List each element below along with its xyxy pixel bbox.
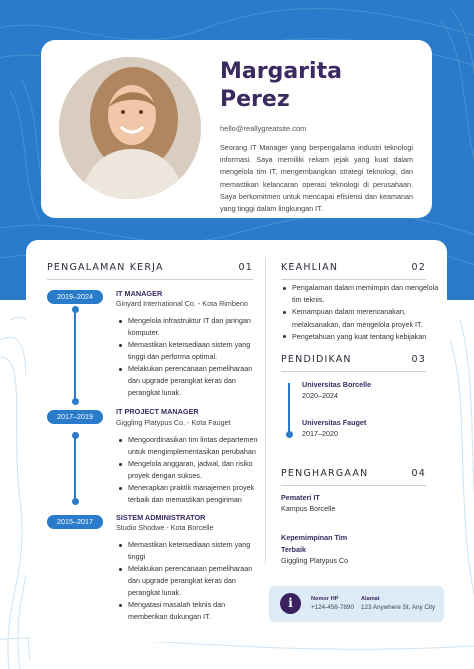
profile-photo-illustration: [59, 57, 201, 199]
experience-number: 01: [238, 262, 253, 273]
job-role: SISTEM ADMINISTRATOR: [116, 513, 206, 522]
education-title: PENDIDIKAN: [281, 354, 352, 365]
timeline-line: [74, 306, 76, 404]
timeline-dot: [72, 432, 79, 439]
address-value: 123 Anywhere St, Any City: [361, 604, 436, 611]
education-years: 2020–2024: [302, 391, 338, 400]
last-name: Perez: [220, 87, 290, 112]
awards-heading: [281, 468, 426, 486]
award-title-line2: Terbaik: [281, 545, 307, 554]
list-item: Melakukan perencanaan pemeliharaan dan upgrade perangkat keras dan perangkat lunak.: [116, 363, 266, 399]
job-role: IT PROJECT MANAGER: [116, 407, 199, 416]
award-title: Pemateri IT: [281, 493, 320, 502]
job-company: Ginyard International Co. - Kota Rimberio: [116, 299, 248, 308]
job-dates-badge: 2017–2019: [47, 410, 103, 424]
education-timeline-line: [288, 383, 290, 437]
timeline-line: [74, 432, 76, 502]
award-title: Kepemimpinan Tim: [281, 533, 348, 542]
timeline-dot: [72, 498, 79, 505]
skills-list: [281, 282, 441, 343]
award-org: Giggling Platypus Co: [281, 556, 349, 565]
list-item: Mengelola infrastruktur IT dan jaringan komputer.: [116, 315, 266, 339]
phone-label: Nomor HP: [311, 596, 339, 602]
skills-title: KEAHLIAN: [281, 262, 339, 273]
list-item: Mengatasi masalah teknis dan memberikan dukungan IT.: [116, 599, 266, 623]
list-item: Memastikan ketersediaan sistem yang tinggi: [116, 539, 266, 563]
list-item: Pengalaman dalam memimpin dan mengelola tim teknis.: [281, 282, 441, 306]
education-number: 03: [411, 354, 426, 365]
list-item: Mengoordinasikan tim lintas departemen untuk mengimplementasikan perubahan: [116, 434, 266, 458]
timeline-dot: [286, 431, 293, 438]
profile-photo: [59, 57, 201, 199]
column-divider: [265, 258, 266, 563]
job-bullet-list: [116, 434, 266, 506]
awards-title: PENGHARGAAN: [281, 468, 369, 479]
email-text: hello@reallygreatsite.com: [220, 124, 307, 133]
job-bullet-list: [116, 315, 266, 399]
job-company: Studio Shodwe - Kota Borcelle: [116, 523, 214, 532]
experience-heading: [47, 262, 253, 280]
profile-header-card: [41, 40, 432, 218]
list-item: Memastikan ketersediaan sistem yang tinggi dan performa optimal.: [116, 339, 266, 363]
list-item: Pengetahuan yang kuat tentang kebijakan: [281, 331, 441, 343]
first-name: Margarita: [220, 59, 342, 84]
list-item: Menerapkan praktik manajemen proyek terbaik dan memastikan pengiriman: [116, 482, 266, 506]
candidate-name: [220, 58, 420, 114]
info-icon: i: [280, 593, 301, 614]
phone-value: +124-456-7890: [311, 604, 354, 611]
contact-box: [269, 586, 444, 622]
timeline-dot: [72, 398, 79, 405]
job-dates-badge: 2015–2017: [47, 515, 103, 529]
education-school: Universitas Fauget: [302, 418, 367, 427]
skills-number: 02: [411, 262, 426, 273]
job-company: Giggling Platypus Co. - Kota Fauget: [116, 418, 231, 427]
awards-number: 04: [411, 468, 426, 479]
education-heading: [281, 354, 426, 372]
job-dates-badge: 2019–2024: [47, 290, 103, 304]
list-item: Mengelola anggaran, jadwal, dan risiko proyek dengan sukses.: [116, 458, 266, 482]
profile-summary: Seorang IT Manager yang berpengalama industri teknologi informasi. Saya memiliki rekam jejak yang kuat dalam mengelola tim IT, mengembangkan strategi teknologi, dan memastikan kelancaran operasi teknologi di perusahaan. Saya berkomitmen untuk mencapai efisiensi dan keamanan yang tinggi dalam lingkungan IT.: [220, 143, 413, 214]
experience-title: PENGALAMAN KERJA: [47, 262, 164, 273]
list-item: Kemampuan dalam merencanakan, melaksanakan, dan mengelola proyek IT.: [281, 306, 441, 330]
list-item: Melakukan perencanaan pemeliharaan dan upgrade perangkat keras dan perangkat lunak.: [116, 563, 266, 599]
education-school: Universitas Borcelle: [302, 380, 372, 389]
education-years: 2017–2020: [302, 429, 338, 438]
job-bullet-list: [116, 539, 266, 623]
timeline-dot: [72, 306, 79, 313]
skills-heading: [281, 262, 426, 280]
award-org: Kampus Borcelle: [281, 504, 336, 513]
job-role: IT MANAGER: [116, 289, 163, 298]
address-label: Alamat: [361, 596, 380, 602]
